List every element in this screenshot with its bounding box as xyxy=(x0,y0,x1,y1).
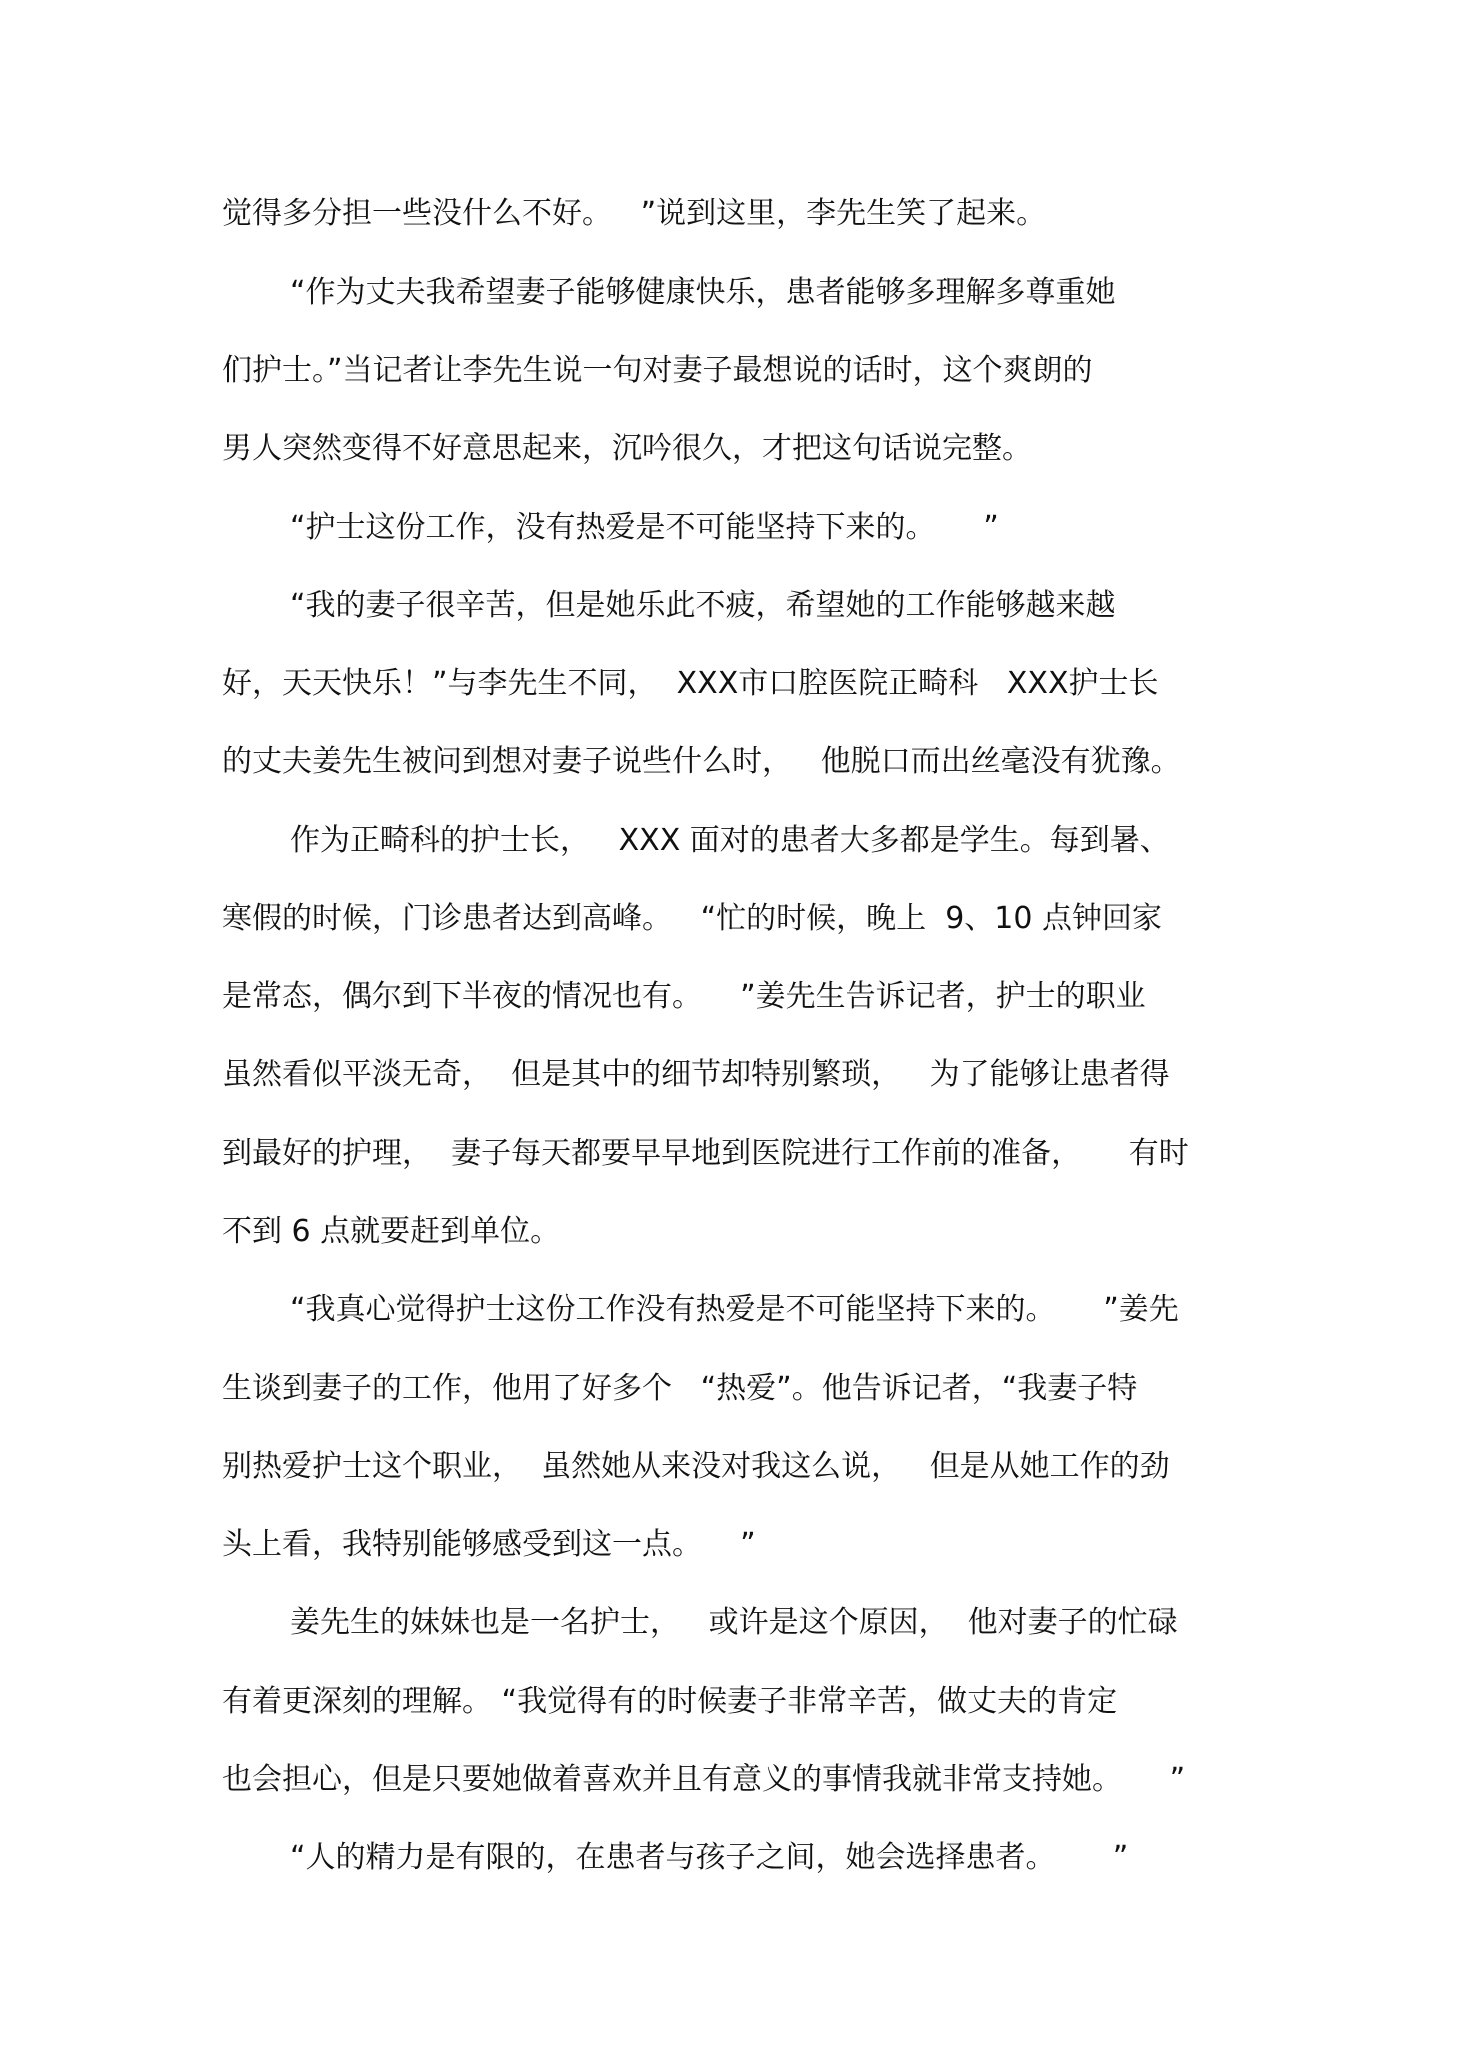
text-line: 作为正畸科的护士长， XXX 面对的患者大多都是学生。每到暑、 xyxy=(290,823,1170,858)
text-line: 别热爱护士这个职业， 虽然她从来没对我这么说， 但是从她工作的劲 xyxy=(222,1449,1170,1484)
text-line: 男人突然变得不好意思起来，沉吟很久，才把这句话说完整。 xyxy=(222,431,1032,466)
text-line: 生谈到妻子的工作，他用了好多个 “热爱”。他告诉记者，“我妻子特 xyxy=(222,1371,1138,1406)
text-line: 虽然看似平淡无奇， 但是其中的细节却特别繁琐， 为了能够让患者得 xyxy=(222,1057,1170,1092)
text-line: “人的精力是有限的，在患者与孩子之间，她会选择患者。 ” xyxy=(290,1840,1129,1875)
text-line: 头上看，我特别能够感受到这一点。 ” xyxy=(222,1527,756,1562)
text-line: 的丈夫姜先生被问到想对妻子说些什么时， 他脱口而出丝毫没有犹豫。 xyxy=(222,744,1181,779)
text-line: 姜先生的妹妹也是一名护士， 或许是这个原因， 他对妻子的忙碌 xyxy=(290,1605,1178,1640)
text-line: 好，天天快乐！”与李先生不同， XXX市口腔医院正畸科 XXX护士长 xyxy=(222,666,1159,701)
text-line: “我的妻子很辛苦，但是她乐此不疲，希望她的工作能够越来越 xyxy=(290,588,1116,623)
text-line: 有着更深刻的理解。 “我觉得有的时候妻子非常辛苦，做丈夫的肯定 xyxy=(222,1684,1118,1719)
text-line: “作为丈夫我希望妻子能够健康快乐，患者能够多理解多尊重她 xyxy=(290,275,1116,310)
text-line: 也会担心，但是只要她做着喜欢并且有意义的事情我就非常支持她。 ” xyxy=(222,1762,1186,1797)
text-line: 寒假的时候，门诊患者达到高峰。 “忙的时候，晚上 9、10 点钟回家 xyxy=(222,901,1163,936)
text-line: 们护士。”当记者让李先生说一句对妻子最想说的话时，这个爽朗的 xyxy=(222,353,1093,388)
text-line: 觉得多分担一些没什么不好。 ”说到这里，李先生笑了起来。 xyxy=(222,196,1047,231)
text-line: “我真心觉得护士这份工作没有热爱是不可能坚持下来的。 ”姜先 xyxy=(290,1292,1179,1327)
text-line: 不到 6 点就要赶到单位。 xyxy=(222,1214,561,1249)
text-line: 到最好的护理， 妻子每天都要早早地到医院进行工作前的准备， 有时 xyxy=(222,1136,1189,1171)
text-line: 是常态，偶尔到下半夜的情况也有。 ”姜先生告诉记者，护士的职业 xyxy=(222,979,1146,1014)
text-line: “护士这份工作，没有热爱是不可能坚持下来的。 ” xyxy=(290,510,999,545)
